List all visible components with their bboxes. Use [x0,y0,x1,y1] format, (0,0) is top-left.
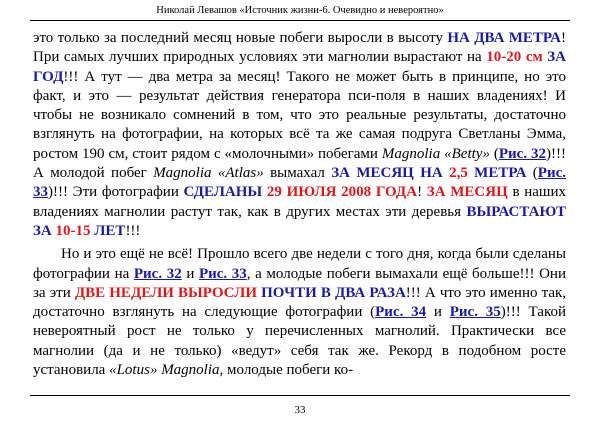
paragraph-2 [33,245,566,380]
text-run: )!!! Эти фотографии [48,184,184,201]
emphasis-red: ДВЕ НЕДЕЛИ ВЫРОСЛИ [74,284,257,301]
text-run: )!!! А молодой побег [33,145,566,182]
text-run: ! [417,184,427,201]
emphasis-red: 2,5 [449,165,468,182]
text-run: !!! А тут — два метра за месяц! Такого не может быть в принципе, но это факт, и это — результат действия генератора пси-поля в наших владениях! И чтобы не возникало сомнений в том, что это реальные результаты, достаточно взглянуть на фотографии, на которых всё та же самая подруга Светланы Эмма, ростом 190 см, стоит рядом с «молочными» побегами [33,68,566,162]
figure-link-34[interactable]: Рис. 34 [375,304,427,321]
text-run: в наших владениях магнолии растут так, как в других местах эти деревья [33,184,566,220]
emphasis-blue: СДЕЛАНЫ [183,184,263,201]
figure-link-33[interactable]: Рис. 33 [198,265,247,282]
figure-link-32[interactable]: Рис. 32 [133,265,182,282]
emphasis-blue: МЕТРА [467,165,527,182]
text-run: )!!! Такой невероятный рост не только у перечисленных магнолий. Практически все магнолии (да и не только) «ведут» себя так же. Рекорд в подобном росте установила [33,304,566,379]
figure-link-33[interactable]: Рис. 33 [33,165,566,201]
plant-name: «Lotus» Magnolia [109,362,220,379]
emphasis-blue: ЗА МЕСЯЦ НА [331,165,450,182]
emphasis-blue: ЛЕТ [90,222,126,239]
figure-link-35[interactable]: Рис. 35 [449,304,501,321]
text-run: , молодые побеги ко- [219,362,354,379]
emphasis-red: 29 ИЮЛЯ 2008 ГОДА [266,184,418,201]
text-run: Но и это ещё не всё! Прошло всего две недели с того дня, когда были сделаны фотографии на [33,246,566,282]
body-text [33,29,566,380]
plant-name: Magnolia «Atlas» [153,165,264,182]
text-run: вымахал [263,165,332,182]
text-run: и [181,265,199,282]
text-run: ( [526,165,538,182]
emphasis-blue: НА ДВА МЕТРА [447,30,561,46]
footer-divider [30,395,570,396]
running-header: Николай Левашов «Источник жизни-6. Очевидно и невероятно» [156,5,444,16]
emphasis-blue: ЗА ГОД [33,49,567,85]
emphasis-red: 10-20 см [486,49,543,66]
text-run: это только за последний месяц новые побеги выросли в высоту [33,30,448,46]
paragraph-1 [33,29,566,241]
header-divider [30,20,570,21]
text-run: , а молодые побеги вымахали ещё больше!!! Они за эти [33,265,566,301]
emphasis-blue: ПОЧТИ В ДВА РАЗА [261,284,406,301]
text-run: ! При самых лучших природных условиях эти магнолии вырастают на [33,30,566,66]
text-run: и [426,304,450,321]
plant-name: Magnolia «Betty» [381,145,490,162]
page-number: 33 [294,404,306,416]
emphasis-red: 10-15 [55,222,91,239]
text-run: !!! [125,222,141,239]
emphasis-red: ЗА МЕСЯЦ [426,184,508,201]
text-run: ( [489,145,499,162]
figure-link-32[interactable]: Рис. 32 [498,145,547,162]
text-run: !!! А что это именно так, достаточно взглянуть на следующие фотографии ( [33,284,567,321]
emphasis-blue: ВЫРАСТАЮТ ЗА [33,203,566,239]
